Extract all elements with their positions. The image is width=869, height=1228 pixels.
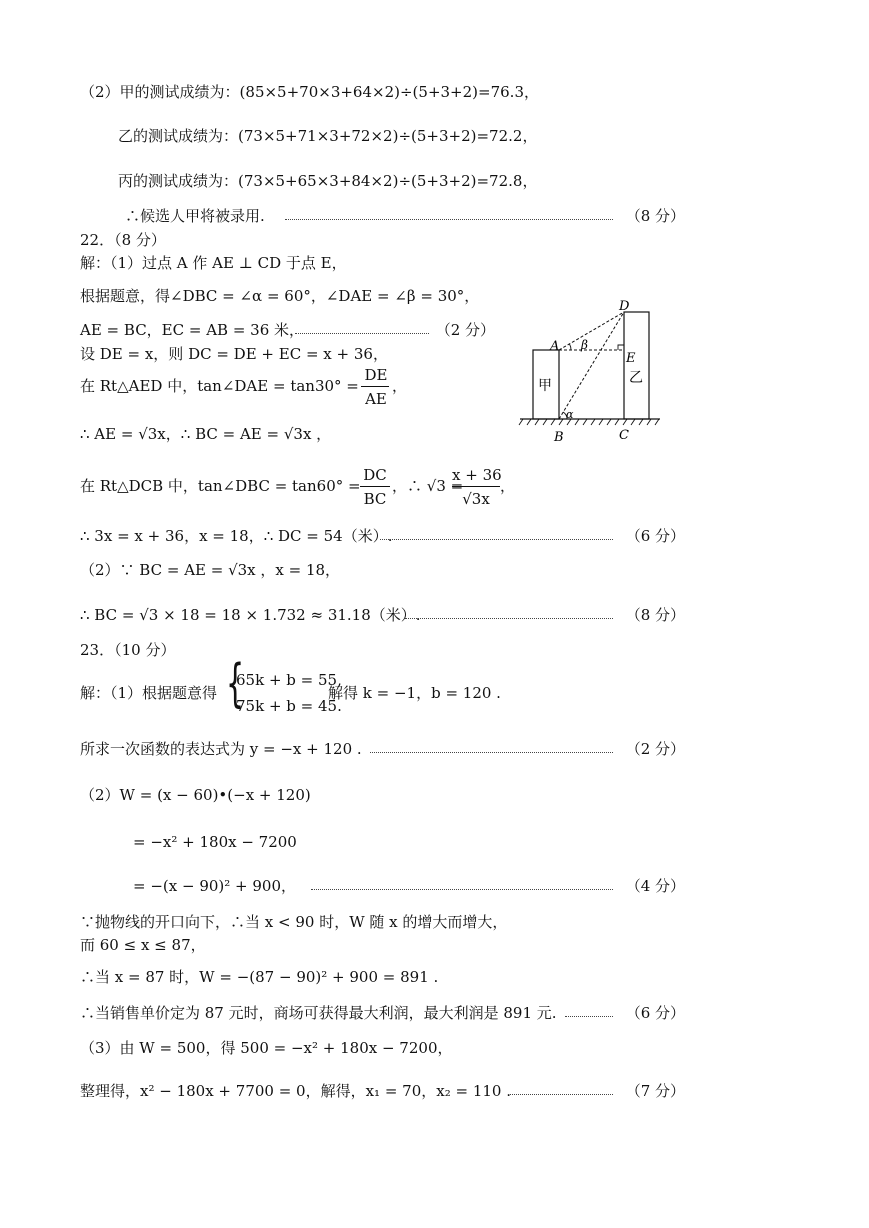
- text-segment: 在 Rt△DCB 中，tan∠DBC = tan60° =: [80, 477, 361, 495]
- sight-line-AD: [559, 312, 624, 350]
- ground-hatching: [519, 419, 659, 425]
- leader-dots: [285, 219, 613, 220]
- score-line: [80, 321, 495, 339]
- score-label: （6 分）: [625, 527, 685, 545]
- fraction-denominator: AE: [365, 390, 387, 408]
- angle-beta-arc: [570, 344, 572, 350]
- equation-2: 75k + b = 45.: [236, 697, 342, 715]
- text-line: ∴ AE = √3x，∴ BC = AE = √3x ，: [80, 425, 332, 443]
- text-segment: ∴ 3x = x + 36，x = 18，∴ DC = 54（米）.: [80, 527, 393, 545]
- text-segment: ，: [392, 377, 408, 395]
- label-alpha: α: [566, 408, 574, 421]
- score-label: （8 分）: [625, 207, 685, 225]
- score-line: [133, 877, 685, 895]
- fraction-numerator: DC: [363, 466, 387, 484]
- text-line: [80, 477, 361, 495]
- leader-dots: [565, 1016, 613, 1017]
- fraction-bar: [361, 386, 389, 387]
- score-label: （2 分）: [435, 321, 495, 339]
- fraction-denominator: √3x: [462, 490, 490, 508]
- label-yi: 乙: [629, 370, 643, 386]
- text-segment: 解：（1）根据题意得: [80, 684, 218, 702]
- text-segment: 在 Rt△AED 中，tan∠DAE = tan30° =: [80, 377, 359, 395]
- text-segment: ，∴ √3 =: [392, 477, 464, 495]
- text-segment: ∴ BC = √3 × 18 = 18 × 1.732 ≈ 31.18（米）.: [80, 606, 421, 624]
- score-label: （8 分）: [625, 606, 685, 624]
- text-line: （3）由 W = 500，得 500 = −x² + 180x − 7200，: [80, 1039, 453, 1057]
- label-D: D: [619, 299, 630, 314]
- text-segment: = −(x − 90)² + 900，: [133, 877, 297, 895]
- text-segment: ∴当销售单价定为 87 元时，商场可获得最大利润，最大利润是 891 元.: [80, 1004, 557, 1022]
- score-line: [80, 527, 685, 545]
- score-line: [80, 1004, 685, 1022]
- text-segment: ，: [500, 477, 516, 495]
- brace: {: [226, 654, 245, 714]
- leader-dots: [295, 333, 429, 334]
- text-segment: AE = BC，EC = AB = 36 米，: [80, 321, 305, 339]
- label-E: E: [626, 351, 636, 366]
- text-line: 根据题意，得∠DBC = ∠α = 60°，∠DAE = ∠β = 30°，: [80, 287, 480, 305]
- score-line: [125, 207, 685, 225]
- fraction-bar: [360, 486, 390, 487]
- fraction-denominator: BC: [363, 490, 387, 508]
- fraction-numerator: x + 36: [452, 466, 502, 484]
- score-line: [80, 1082, 685, 1100]
- text-line: （2）W = (x − 60)•(−x + 120): [80, 786, 311, 804]
- text-segment: 所求一次函数的表达式为 y = −x + 120 .: [80, 740, 362, 758]
- fraction-numerator: DE: [364, 366, 388, 384]
- label-jia: 甲: [538, 378, 552, 394]
- leader-dots: [380, 539, 613, 540]
- score-line: [80, 606, 685, 624]
- leader-dots: [311, 889, 613, 890]
- text-line: ∵抛物线的开口向下，∴当 x < 90 时，W 随 x 的增大而增大，: [80, 913, 508, 931]
- label-A: A: [550, 339, 560, 354]
- text-segment: 整理得，x² − 180x + 7700 = 0，解得，x₁ = 70，x₂ = 110 .: [80, 1082, 512, 1100]
- text-line: （2）甲的测试成绩为：(85×5+70×3+64×2)÷(5+3+2)=76.3，: [80, 83, 539, 101]
- score-label: （2 分）: [625, 740, 685, 758]
- question-number: 22．（8 分）: [80, 231, 166, 249]
- score-label: （4 分）: [625, 877, 685, 895]
- text-line: 而 60 ≤ x ≤ 87，: [80, 936, 206, 954]
- text-line: ∴当 x = 87 时，W = −(87 − 90)² + 900 = 891 .: [80, 968, 439, 986]
- right-angle-mark: [618, 345, 624, 350]
- question-number: 23．（10 分）: [80, 641, 176, 659]
- sight-line-BD: [559, 312, 624, 419]
- text-line: 乙的测试成绩为：(73×5+71×3+72×2)÷(5+3+2)=72.2，: [118, 127, 538, 145]
- text-line: 丙的测试成绩为：(73×5+65×3+84×2)÷(5+3+2)=72.8，: [118, 172, 538, 190]
- text-line: [80, 377, 359, 395]
- text-line: 解：（1）过点 A 作 AE ⊥ CD 于点 E，: [80, 254, 347, 272]
- fraction-bar: [452, 486, 500, 487]
- label-B: B: [554, 430, 564, 445]
- text-segment: 解得 k = −1，b = 120 .: [328, 684, 501, 702]
- score-label: （6 分）: [625, 1004, 685, 1022]
- geometry-figure: [515, 296, 665, 446]
- text-line: （2）∵ BC = AE = √3x ，x = 18，: [80, 561, 341, 579]
- label-beta: β: [581, 338, 588, 352]
- text-line: = −x² + 180x − 7200: [133, 833, 297, 851]
- equation-1: 65k + b = 55,: [236, 671, 342, 689]
- label-C: C: [619, 428, 629, 443]
- text-line: 设 DE = x，则 DC = DE + EC = x + 36，: [80, 345, 388, 363]
- leader-dots: [405, 618, 613, 619]
- score-line: [80, 740, 685, 758]
- text-segment: ∴候选人甲将被录用.: [125, 207, 265, 225]
- leader-dots: [508, 1094, 613, 1095]
- leader-dots: [370, 752, 613, 753]
- score-label: （7 分）: [625, 1082, 685, 1100]
